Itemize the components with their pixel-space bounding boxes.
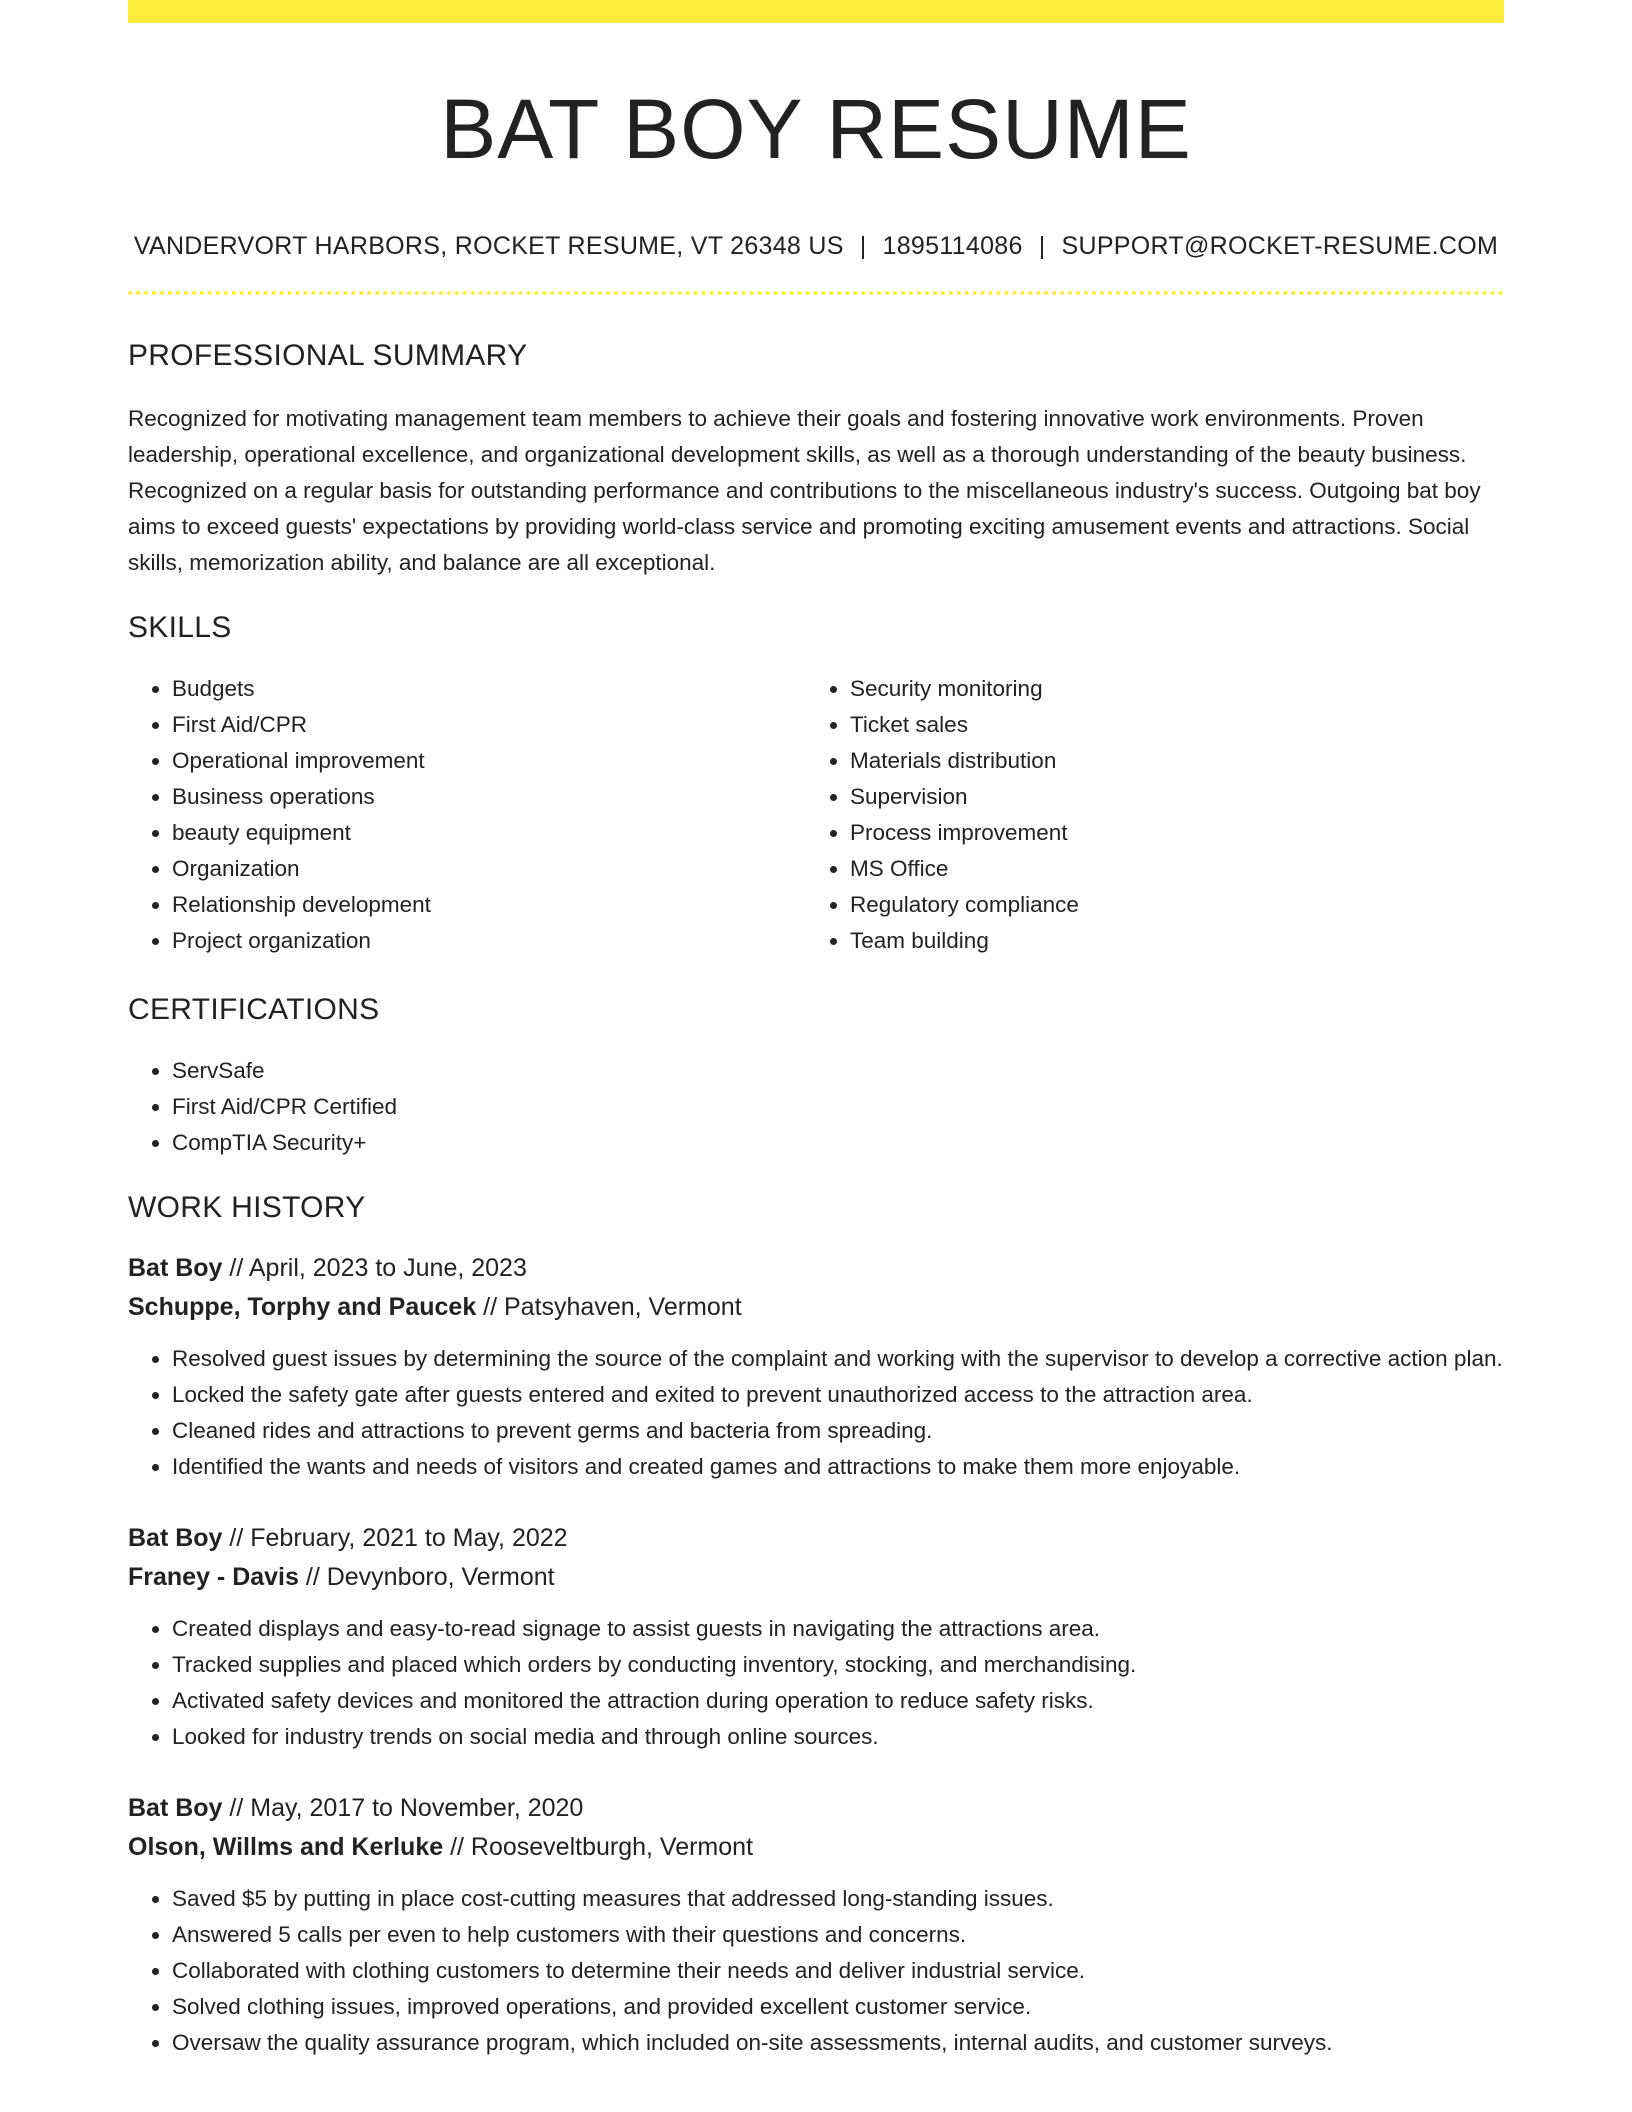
skills-grid (128, 671, 1504, 959)
certification-item: • CompTIA Security+ (172, 1125, 1504, 1161)
skill-item: • Organization (172, 851, 806, 887)
job-dates: // May, 2017 to November, 2020 (222, 1793, 584, 1822)
skill-item: • Budgets (172, 671, 806, 707)
job-company: Olson, Willms and Kerluke (128, 1832, 444, 1861)
job-entry (128, 1249, 1504, 1485)
job-bullet-list (128, 1611, 1504, 1755)
skill-item: • beauty equipment (172, 815, 806, 851)
skill-item: • Operational improvement (172, 743, 806, 779)
section-title-certifications: CERTIFICATIONS (128, 992, 380, 1026)
section-title-summary: PROFESSIONAL SUMMARY (128, 338, 528, 372)
job-dates: // April, 2023 to June, 2023 (222, 1253, 527, 1282)
contact-separator: | (1038, 231, 1046, 260)
skills-list-right (806, 671, 1484, 959)
job-role-line (128, 1789, 1504, 1828)
job-company: Schuppe, Torphy and Paucek (128, 1292, 477, 1321)
job-bullet: • Answered 5 calls per even to help customers with their questions and concerns. (172, 1917, 1504, 1953)
job-bullet: • Collaborated with clothing customers to determine their needs and deliver industrial service. (172, 1953, 1504, 1989)
job-bullet-list (128, 1881, 1504, 2061)
skill-item: • MS Office (850, 851, 1484, 887)
skill-item: • Security monitoring (850, 671, 1484, 707)
skill-item: • Project organization (172, 923, 806, 959)
contact-line (128, 232, 1504, 261)
resume-title: BAT BOY RESUME (440, 82, 1192, 176)
skill-item: • Process improvement (850, 815, 1484, 851)
job-role: Bat Boy (128, 1523, 223, 1552)
job-bullet: • Activated safety devices and monitored the attraction during operation to reduce safety risks. (172, 1683, 1504, 1719)
job-bullet: • Locked the safety gate after guests entered and exited to prevent unauthorized access to the attraction area. (172, 1377, 1504, 1413)
section-title-skills: SKILLS (128, 610, 232, 644)
resume-page (128, 0, 1504, 2061)
job-role: Bat Boy (128, 1793, 223, 1822)
skill-item: • First Aid/CPR (172, 707, 806, 743)
job-role-line (128, 1519, 1504, 1558)
contact-email[interactable]: SUPPORT@ROCKET-RESUME.COM (1061, 231, 1499, 260)
skills-list-left (128, 671, 806, 959)
job-dates: // February, 2021 to May, 2022 (222, 1523, 568, 1552)
job-bullet: • Cleaned rides and attractions to prevent germs and bacteria from spreading. (172, 1413, 1504, 1449)
skills-column-right (806, 671, 1484, 959)
job-location: // Patsyhaven, Vermont (476, 1292, 742, 1321)
job-entry (128, 1519, 1504, 1755)
job-bullet: • Resolved guest issues by determining the source of the complaint and working with the supervisor to develop a corrective action plan. (172, 1341, 1504, 1377)
job-entry (128, 1789, 1504, 2061)
skill-item: • Supervision (850, 779, 1484, 815)
certifications-list (128, 1053, 1504, 1161)
job-bullet: • Saved $5 by putting in place cost-cutting measures that addressed long-standing issues. (172, 1881, 1504, 1917)
skill-item: • Ticket sales (850, 707, 1484, 743)
job-company: Franey - Davis (128, 1562, 299, 1591)
contact-phone[interactable]: 1895114086 (882, 231, 1023, 260)
section-title-work-history: WORK HISTORY (128, 1190, 366, 1224)
skills-column-left (128, 671, 806, 959)
job-location: // Rooseveltburgh, Vermont (443, 1832, 754, 1861)
job-bullet: • Tracked supplies and placed which orders by conducting inventory, stocking, and merchandising. (172, 1647, 1504, 1683)
job-bullet: • Oversaw the quality assurance program, which included on-site assessments, internal audits, and customer surveys. (172, 2025, 1504, 2061)
skill-item: • Team building (850, 923, 1484, 959)
certification-item: • ServSafe (172, 1053, 1504, 1089)
job-company-line (128, 1288, 1504, 1327)
skill-item: • Business operations (172, 779, 806, 815)
dotted-divider (128, 291, 1504, 295)
job-bullet-list (128, 1341, 1504, 1485)
contact-separator: | (859, 231, 867, 260)
skill-item: • Regulatory compliance (850, 887, 1484, 923)
job-bullet: • Created displays and easy-to-read signage to assist guests in navigating the attractions area. (172, 1611, 1504, 1647)
certification-item: • First Aid/CPR Certified (172, 1089, 1504, 1125)
job-bullet: • Solved clothing issues, improved operations, and provided excellent customer service. (172, 1989, 1504, 2025)
top-accent-bar (128, 0, 1504, 23)
skill-item: • Materials distribution (850, 743, 1484, 779)
job-company-line (128, 1828, 1504, 1867)
job-role: Bat Boy (128, 1253, 223, 1282)
job-bullet: • Looked for industry trends on social media and through online sources. (172, 1719, 1504, 1755)
contact-address: VANDERVORT HARBORS, ROCKET RESUME, VT 26348 US (133, 231, 844, 260)
job-bullet: • Identified the wants and needs of visitors and created games and attractions to make them more enjoyable. (172, 1449, 1504, 1485)
job-role-line (128, 1249, 1504, 1288)
job-location: // Devynboro, Vermont (298, 1562, 555, 1591)
summary-paragraph: Recognized for motivating management team members to achieve their goals and fostering innovative work environments. Proven leadership, operational excellence, and organizational development skills, as well as a thorough understanding of the beauty business. Recognized on a regular basis for outstanding performance and contributions to the miscellaneous industry's success. Outgoing bat boy aims to exceed guests' expectations by providing world-class service and promoting exciting amusement events and attractions. Social skills, memorization ability, and balance are all exceptional. (128, 405, 1481, 575)
skill-item: • Relationship development (172, 887, 806, 923)
job-company-line (128, 1558, 1504, 1597)
